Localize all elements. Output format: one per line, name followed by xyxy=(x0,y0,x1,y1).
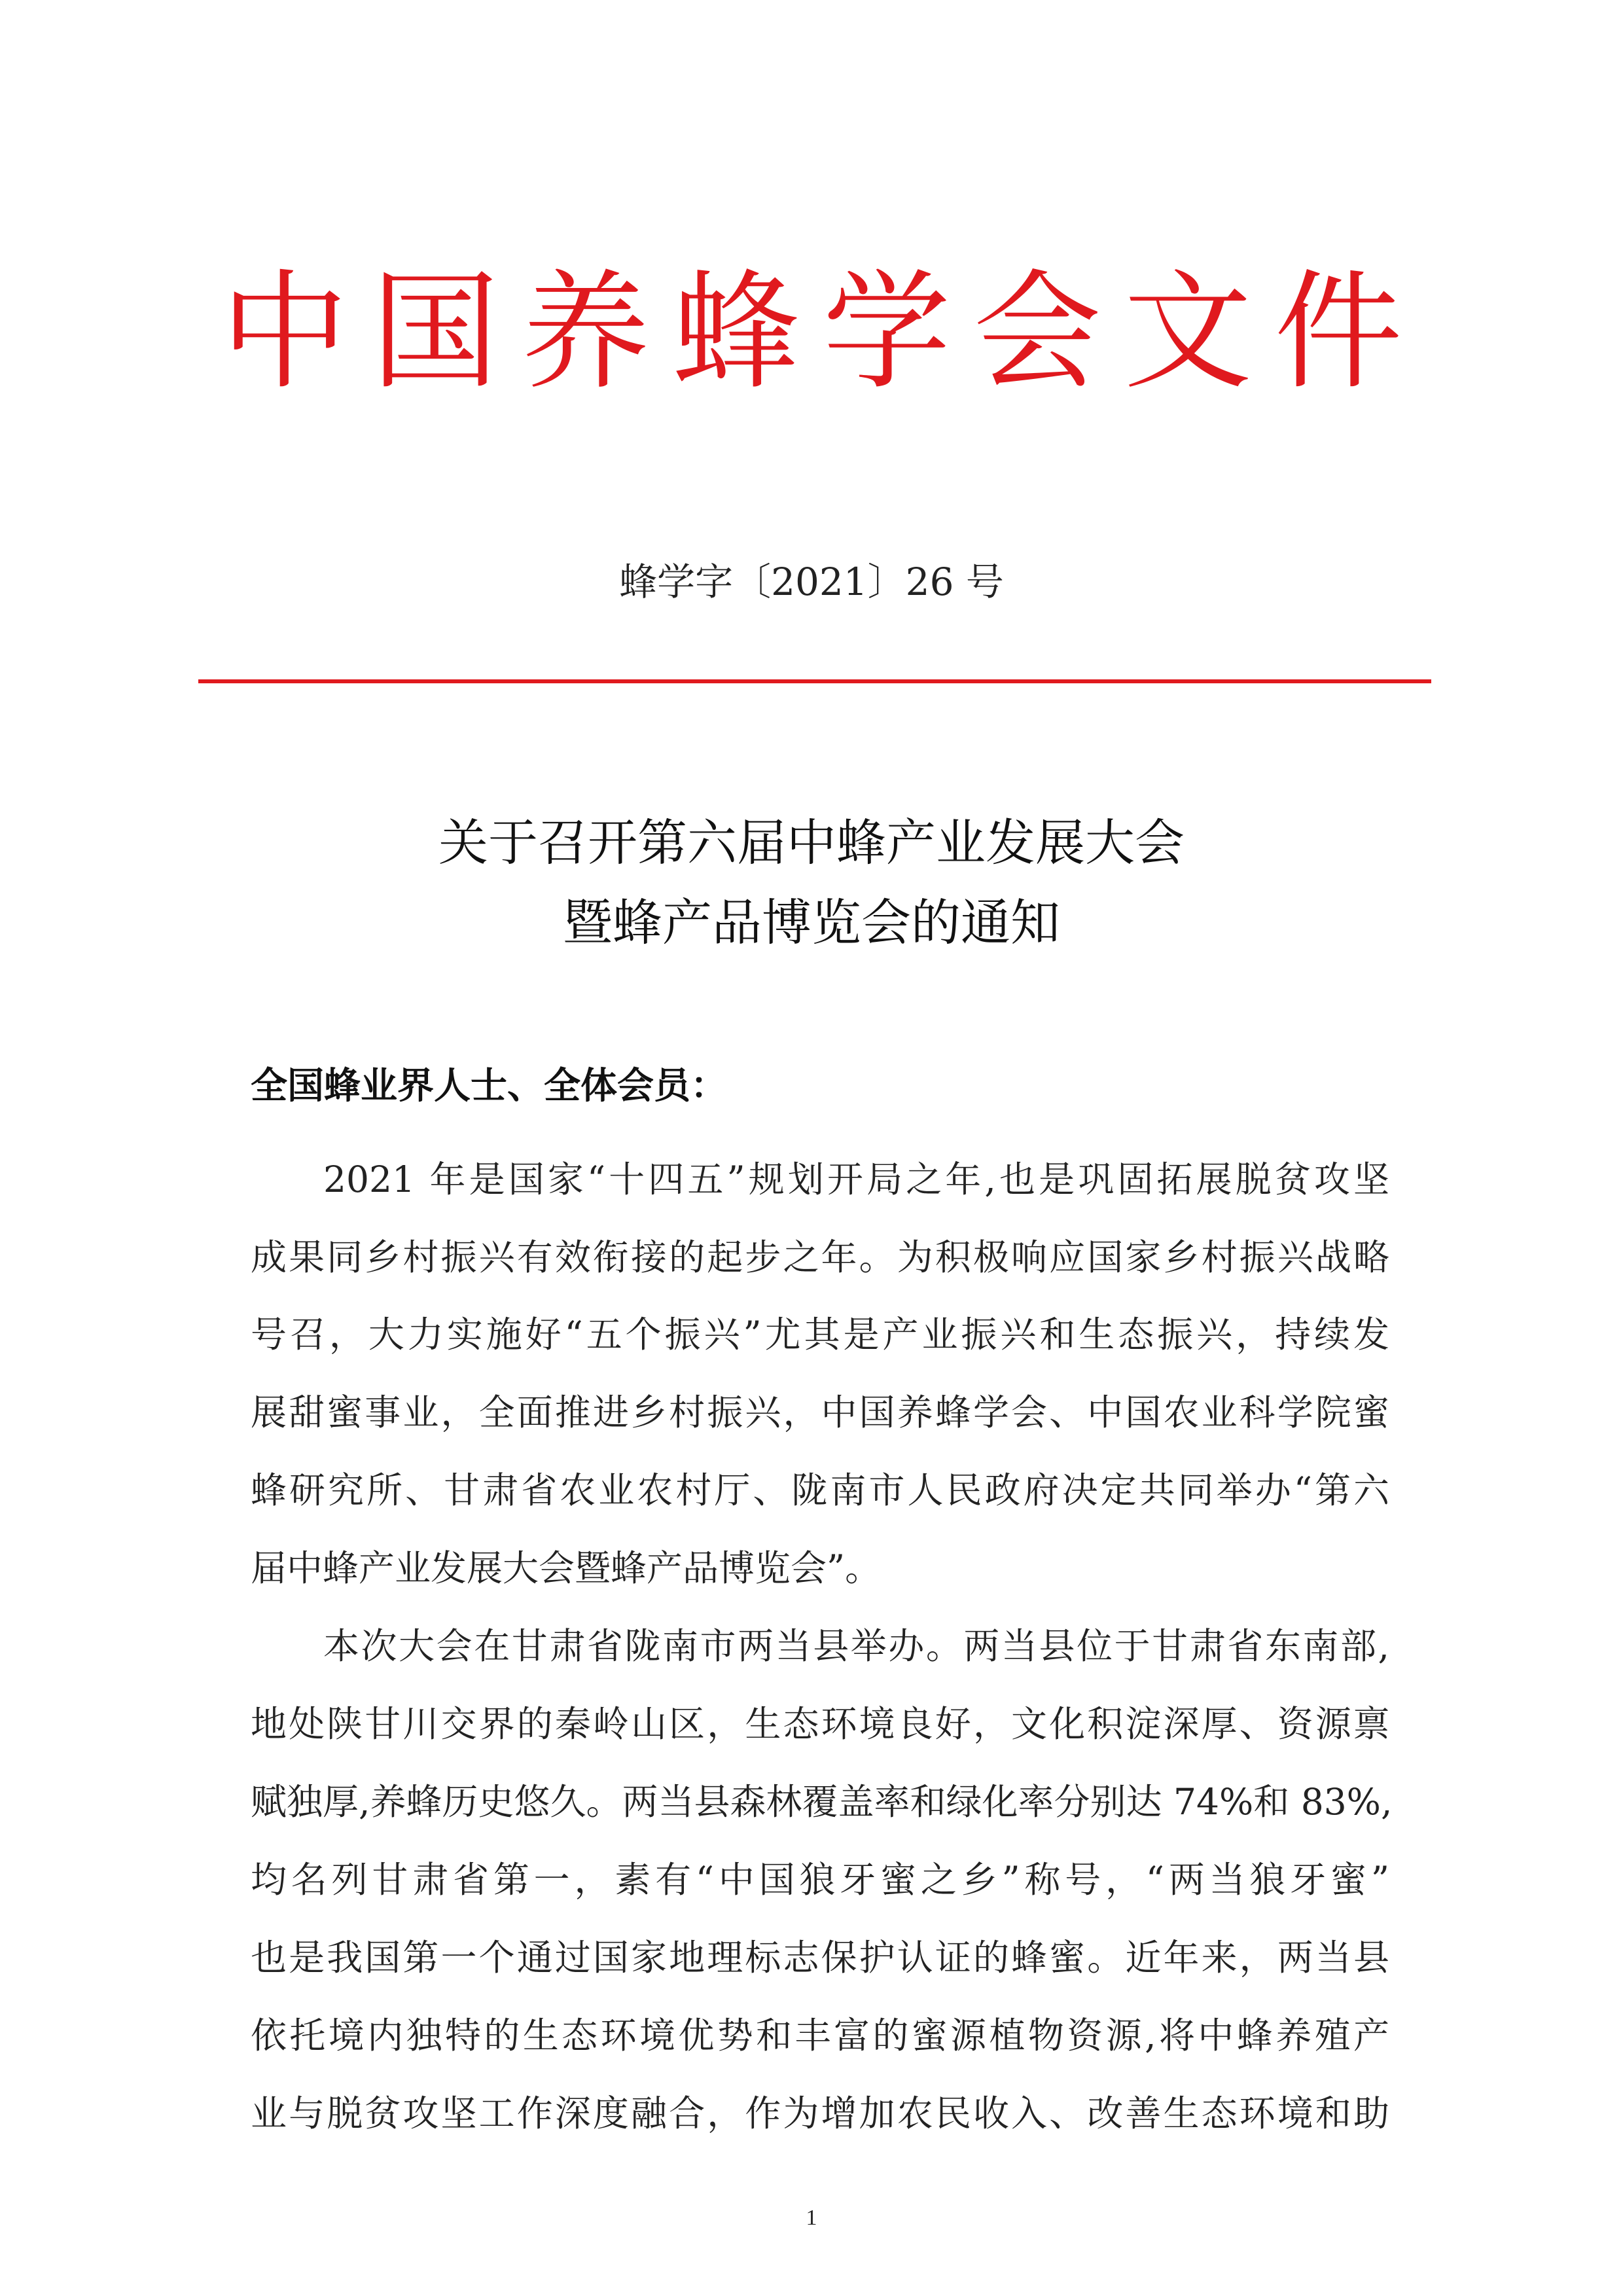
paragraph-2-line: 地处陕甘川交界的秦岭山区，生态环境良好，文化积淀深厚、资源禀 xyxy=(251,1703,1389,1745)
paragraph-1-line: 展甜蜜事业，全面推进乡村振兴，中国养蜂学会、中国农业科学院蜜 xyxy=(251,1391,1389,1433)
paragraph-2-line: 均名列甘肃省第一，素有“中国狼牙蜜之乡”称号，“两当狼牙蜜” xyxy=(251,1859,1389,1901)
document-header-title: 中国养蜂学会文件 xyxy=(220,258,1425,407)
notice-title-line-1: 关于召开第六届中蜂产业发展大会 xyxy=(438,814,1185,872)
paragraph-2-line: 也是我国第一个通过国家地理标志保护认证的蜂蜜。近年来，两当县 xyxy=(251,1937,1389,1979)
paragraph-2-line: 本次大会在甘肃省陇南市两当县举办。两当县位于甘肃省东南部, xyxy=(323,1625,1389,1667)
paragraph-1-line: 成果同乡村振兴有效衔接的起步之年。为积极响应国家乡村振兴战略 xyxy=(251,1236,1389,1278)
paragraph-2-line: 赋独厚,养蜂历史悠久。两当县森林覆盖率和绿化率分别达 74%和 83%, xyxy=(251,1781,1393,1823)
document-number: 蜂学字〔2021〕26 号 xyxy=(619,560,1004,604)
notice-title-line-2: 暨蜂产品博览会的通知 xyxy=(563,893,1060,952)
paragraph-1-line: 2021 年是国家“十四五”规划开局之年,也是巩固拓展脱贫攻坚 xyxy=(323,1158,1389,1200)
paragraph-2-line: 业与脱贫攻坚工作深度融合，作为增加农民收入、改善生态环境和助 xyxy=(251,2092,1389,2134)
salutation: 全国蜂业界人士、全体会员： xyxy=(251,1065,727,1107)
page-number: 1 xyxy=(806,2206,817,2230)
red-divider xyxy=(198,679,1431,683)
paragraph-2-line: 依托境内独特的生态环境优势和丰富的蜜源植物资源,将中蜂养殖产 xyxy=(251,2015,1389,2056)
paragraph-1-line: 号召，大力实施好“五个振兴”尤其是产业振兴和生态振兴，持续发 xyxy=(251,1314,1389,1355)
paragraph-1-line: 届中蜂产业发展大会暨蜂产品博览会”。 xyxy=(251,1547,882,1589)
paragraph-1-line: 蜂研究所、甘肃省农业农村厅、陇南市人民政府决定共同举办“第六 xyxy=(251,1469,1389,1511)
